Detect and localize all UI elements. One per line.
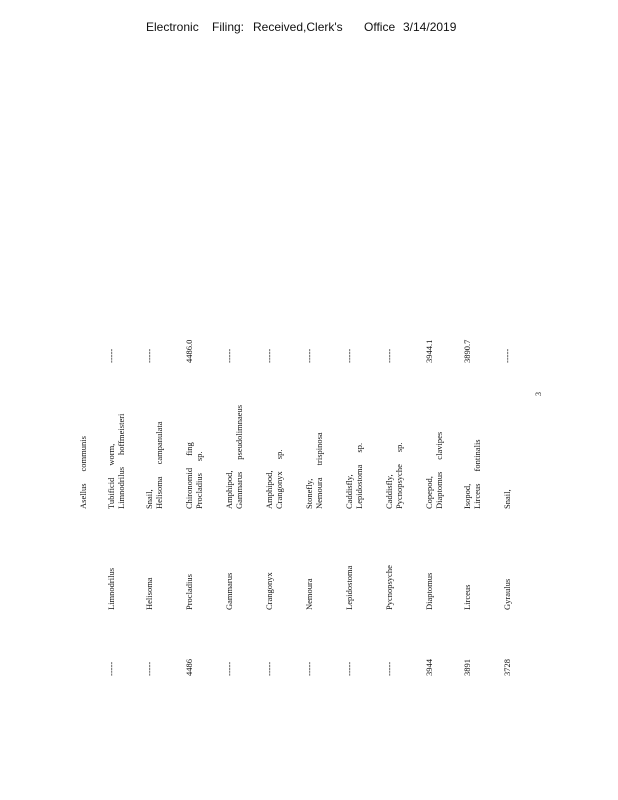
row-value: ----- bbox=[144, 348, 154, 363]
row-genus: Gammarus bbox=[224, 572, 234, 610]
description-word: Amphipod, bbox=[224, 470, 234, 509]
row-value: ----- bbox=[304, 348, 314, 363]
row-value: ----- bbox=[344, 348, 354, 363]
description-word: Snail, bbox=[144, 489, 154, 509]
description-word: Procladius bbox=[194, 473, 204, 509]
description-word: fing bbox=[184, 442, 194, 456]
row-genus: Limnodrilus bbox=[106, 567, 116, 610]
description-word: pseudolimnaeus bbox=[234, 404, 244, 460]
row-code: 4486 bbox=[184, 659, 194, 676]
description-word: Chironomid bbox=[184, 467, 194, 509]
row-description bbox=[78, 436, 88, 509]
row-genus: Pycnopsyche bbox=[384, 565, 394, 610]
description-word: Snail, bbox=[502, 489, 512, 509]
description-line bbox=[78, 436, 88, 509]
row-code: ----- bbox=[304, 661, 314, 676]
row-description bbox=[106, 414, 126, 509]
description-word: sp. bbox=[194, 451, 204, 462]
description-line bbox=[274, 450, 284, 509]
description-word: hoffmeisteri bbox=[116, 413, 126, 455]
row-description bbox=[224, 405, 244, 509]
row-code: 3891 bbox=[462, 659, 472, 676]
row-code: ----- bbox=[224, 661, 234, 676]
row-value: 3944.1 bbox=[424, 339, 434, 363]
description-line bbox=[106, 414, 116, 509]
description-word: Limnodrilus bbox=[116, 466, 126, 509]
header-electronic: Electronic bbox=[146, 20, 199, 34]
description-line bbox=[434, 432, 444, 509]
description-line bbox=[304, 432, 314, 509]
header-office: Office bbox=[364, 20, 396, 34]
description-line bbox=[224, 405, 234, 509]
description-line bbox=[154, 421, 164, 509]
row-description bbox=[344, 443, 364, 509]
description-word: Copepod, bbox=[424, 476, 434, 509]
row-code: ----- bbox=[344, 661, 354, 676]
description-line bbox=[194, 442, 204, 509]
description-word: clavipes bbox=[434, 431, 444, 460]
description-word: trispinosa bbox=[314, 432, 324, 466]
description-line bbox=[314, 432, 324, 509]
row-value: ----- bbox=[106, 348, 116, 363]
description-word: Caddisfly, bbox=[384, 474, 394, 509]
description-line bbox=[116, 414, 126, 509]
row-value: ----- bbox=[224, 348, 234, 363]
row-description bbox=[502, 489, 512, 509]
filing-header bbox=[0, 20, 618, 38]
description-word: fontinalis bbox=[472, 439, 482, 472]
description-word: Asellus bbox=[78, 483, 88, 509]
row-genus: Helisoma bbox=[144, 577, 154, 610]
row-value: 4486.0 bbox=[184, 339, 194, 363]
row-genus: Diaptomus bbox=[424, 572, 434, 610]
description-line bbox=[502, 489, 512, 509]
row-value: 3890.7 bbox=[462, 339, 472, 363]
row-value: ----- bbox=[384, 348, 394, 363]
row-genus: Nemoura bbox=[304, 578, 314, 610]
header-date: 3/14/2019 bbox=[403, 20, 457, 34]
row-description bbox=[144, 421, 164, 509]
description-word: Amphipod, bbox=[264, 470, 274, 509]
row-description bbox=[264, 450, 284, 509]
header-filing: Filing: bbox=[212, 20, 245, 34]
row-code: 3728 bbox=[502, 659, 512, 676]
row-genus: Crangonyx bbox=[264, 572, 274, 610]
row-code: 3944 bbox=[424, 659, 434, 676]
row-genus: Lirceus bbox=[462, 584, 472, 610]
row-description bbox=[184, 442, 204, 509]
description-word: Pycnopsyche bbox=[394, 464, 404, 509]
description-word: communis bbox=[78, 436, 88, 472]
row-description bbox=[424, 432, 444, 509]
row-code: ----- bbox=[106, 661, 116, 676]
description-word: sp. bbox=[354, 442, 364, 453]
description-word: Stonefly, bbox=[304, 478, 314, 509]
description-line bbox=[264, 450, 274, 509]
row-genus: Procladius bbox=[184, 574, 194, 610]
description-line bbox=[394, 442, 404, 509]
description-word: Isopod, bbox=[462, 483, 472, 509]
row-genus: Lepidostoma bbox=[344, 565, 354, 610]
description-word: sp. bbox=[394, 442, 404, 453]
description-word: Lirceus bbox=[472, 483, 482, 509]
description-line bbox=[354, 443, 364, 509]
description-line bbox=[384, 442, 394, 509]
description-word: Diaptomus bbox=[434, 471, 444, 509]
description-line bbox=[472, 439, 482, 509]
description-line bbox=[462, 439, 472, 509]
description-line bbox=[234, 405, 244, 509]
description-word: Caddisfly, bbox=[344, 474, 354, 509]
description-line bbox=[344, 443, 354, 509]
row-description bbox=[462, 439, 482, 509]
row-code: ----- bbox=[144, 661, 154, 676]
row-code: ----- bbox=[384, 661, 394, 676]
description-word: sp. bbox=[274, 449, 284, 460]
row-description bbox=[384, 442, 404, 509]
description-line bbox=[424, 432, 434, 509]
description-word: Nemoura bbox=[314, 477, 324, 509]
row-code: ----- bbox=[264, 661, 274, 676]
description-line bbox=[184, 442, 194, 509]
description-word: worm, bbox=[106, 443, 116, 466]
row-description bbox=[304, 432, 324, 509]
description-line bbox=[144, 421, 154, 509]
description-word: Gammarus bbox=[234, 471, 244, 509]
description-word: Lepidostoma bbox=[354, 464, 364, 509]
description-word: Crangonyx bbox=[274, 471, 284, 509]
row-value: ----- bbox=[264, 348, 274, 363]
header-received: Received,Clerk's bbox=[253, 20, 343, 34]
row-genus: Gyraulus bbox=[502, 578, 512, 610]
description-word: Helisoma bbox=[154, 476, 164, 509]
description-word: campanulata bbox=[154, 421, 164, 465]
description-word: Tubificid bbox=[106, 477, 116, 509]
row-value: ----- bbox=[502, 348, 512, 363]
page-number: 3 bbox=[534, 392, 543, 396]
